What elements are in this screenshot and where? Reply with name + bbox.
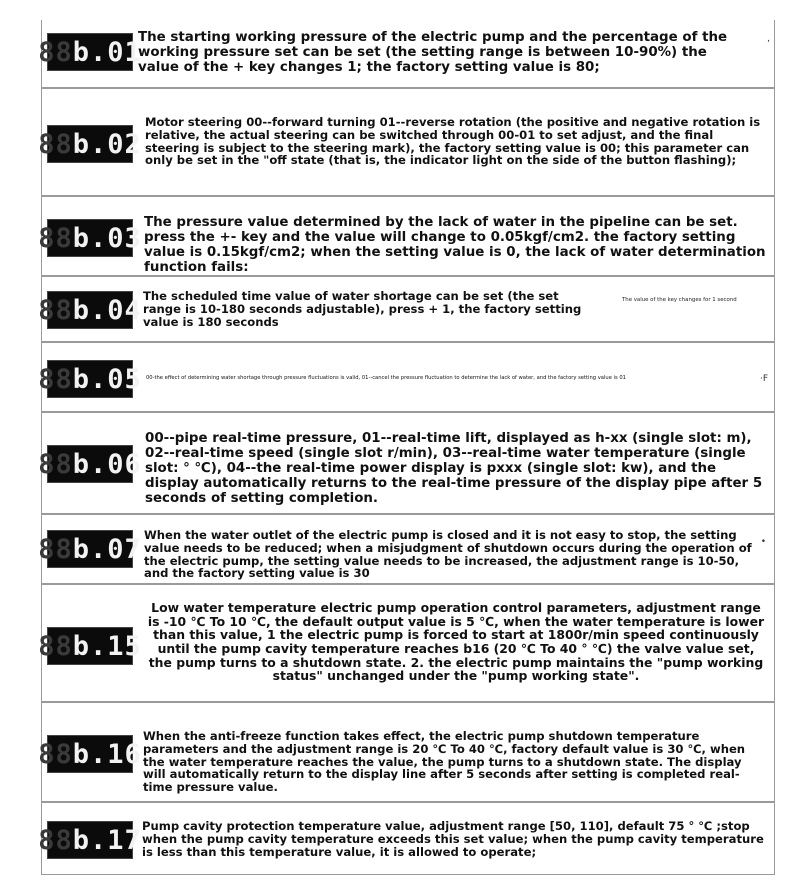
param-description: When the anti-freeze function takes effect, the electric pump shutdown temperature parameters and the adjustment range is 20 ℃ To 40 ℃, factory default value is 30 ℃, when the water temperature reaches the value, the pump turns to a shutdown state. The display will automatically return to the display line after 5 seconds after setting is completed real-time pressure value. xyxy=(143,729,746,794)
param-row-b17 xyxy=(38,802,775,875)
param-description: Pump cavity protection temperature value, adjustment range [50, 110], default 75 ° ℃ ;stop when the pump cavity temperature exceeds this set value; when the pump cavity temperature is less than this temperature value, it is allowed to operate; xyxy=(142,819,764,859)
param-row-b15 xyxy=(38,584,775,702)
param-description: The scheduled time value of water shortage can be set (the set range is 10-180 seconds adjustable), press + 1, the factory setting value is 180 seconds xyxy=(143,289,582,329)
param-description: 00--pipe real-time pressure, 01--real-time lift, displayed as h-xx (single slot: m), 02--real-time speed (single slot r/min), 03--real-time water temperature (single slot: ° ℃), 04--the real-time power display is pxxx (single slot: kw), and the display automatically returns to the real-time pressure of the display pipe after 5 seconds of setting completion. xyxy=(145,431,763,506)
param-description: The starting working pressure of the electric pump and the percentage of the working pressure set can be set (the setting range is between 10-90%) the value of the + key changes 1; the factory setting value is 80; xyxy=(138,30,728,75)
stray-mark: ·F xyxy=(759,374,768,384)
param-description: When the water outlet of the electric pump is closed and it is not easy to stop, the setting value needs to be reduced; when a misjudgment of shutdown occurs during the operation of the electric pump, the setting value needs to be increased, the adjustment range is 10-50, and the factory setting value is 30 xyxy=(144,528,752,581)
param-row-b07 xyxy=(38,514,775,584)
lcd-display: 88 b.01 xyxy=(47,33,133,71)
param-row-b02 xyxy=(38,88,775,196)
param-row-b05 xyxy=(38,342,775,412)
stray-mark: • xyxy=(760,537,766,547)
param-description: 00-the effect of determining water shortage through pressure fluctuations is valid, 01--cancel the pressure fluctuation to determine the lack of water, and the factory setting value is 01 xyxy=(146,375,626,381)
lcd-display: 88 b.03 xyxy=(47,219,133,257)
param-row-b01 xyxy=(38,20,775,88)
lcd-display: 88 b.15 xyxy=(47,627,133,665)
param-row-b16 xyxy=(38,702,775,802)
stray-mark: , xyxy=(767,34,770,44)
param-row-b04 xyxy=(38,276,775,342)
lcd-display: 88 b.07 xyxy=(47,530,133,568)
lcd-display: 88 b.16 xyxy=(47,735,133,773)
lcd-display: 88 b.05 xyxy=(47,360,133,398)
param-description: Low water temperature electric pump operation control parameters, adjustment range is -10 ℃ To 10 ℃, the default output value is 5 ℃, when the water temperature is lower than this value, 1 the electric pump is forced to start at 1800r/min speed continuously until the pump cavity temperature reaches b16 (20 ℃ To 40 ° ℃) the valve value set, the pump turns to a shutdown state. 2. the electric pump maintains the "pump working status" unchanged under the "pump working state". xyxy=(147,600,765,684)
lcd-display: 88 b.04 xyxy=(47,291,133,329)
lcd-display: 88 b.02 xyxy=(47,125,133,163)
param-row-b03 xyxy=(38,196,775,276)
side-note: The value of the key changes for 1 second xyxy=(622,297,737,303)
param-row-b06 xyxy=(38,412,775,514)
lcd-display: 88 b.06 xyxy=(47,445,133,483)
lcd-display: 88 b.17 xyxy=(47,821,133,859)
param-description: Motor steering 00--forward turning 01--reverse rotation (the positive and negative rotation is relative, the actual steering can be switched through 00-01 to set adjust, and the final steering is subject to the steering mark), the factory setting value is 00; this parameter can only be set in the "off state (that is, the indicator light on the side of the button flashing); xyxy=(145,115,761,168)
param-description: The pressure value determined by the lack of water in the pipeline can be set. press the +- key and the value will change to 0.05kgf/cm2. the factory setting value is 0.15kgf/cm2; when the setting value is 0, the lack of water determination function fails: xyxy=(144,215,766,275)
